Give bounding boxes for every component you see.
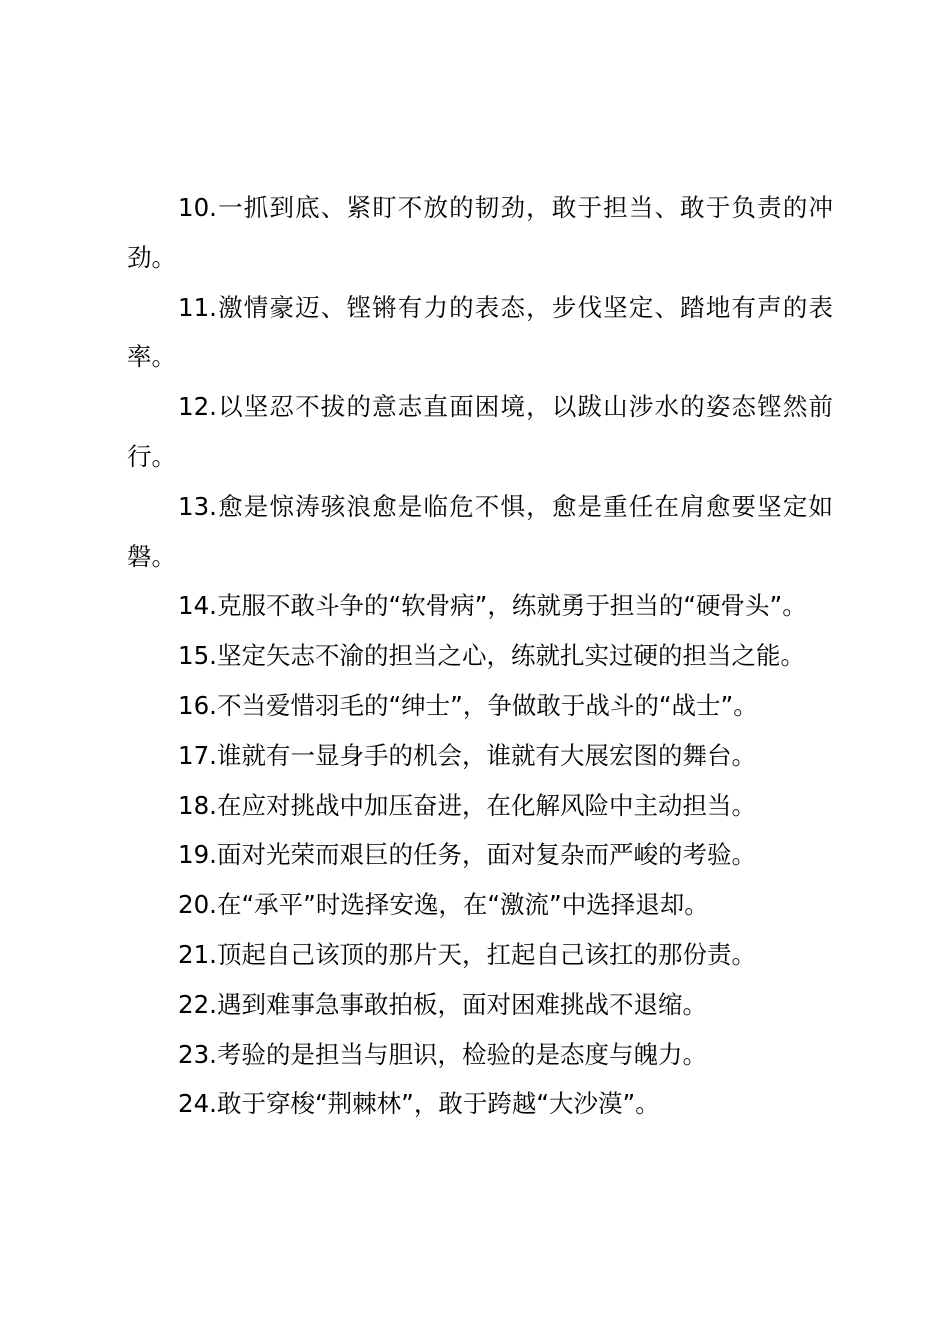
document-body	[127, 183, 833, 1129]
paragraph-item-22: 22.遇到难事急事敢拍板，面对困难挑战不退缩。	[178, 989, 707, 1019]
paragraph-item-11: 11.激情豪迈、铿锵有力的表态，步伐坚定、踏地有声的表率。	[127, 292, 833, 372]
paragraph-item-20: 20.在“承平”时选择安逸，在“激流”中选择退却。	[178, 890, 709, 920]
paragraph-item-14: 14.克服不敢斗争的“软骨病”，练就勇于担当的“硬骨头”。	[178, 591, 807, 621]
paragraph-item-13: 13.愈是惊涛骇浪愈是临危不惧，愈是重任在肩愈要坚定如磐。	[127, 491, 833, 571]
paragraph-item-17: 17.谁就有一显身手的机会，谁就有大展宏图的舞台。	[178, 740, 756, 770]
paragraph-item-16: 16.不当爱惜羽毛的“绅士”，争做敢于战斗的“战士”。	[178, 690, 758, 720]
paragraph-item-10: 10.一抓到底、紧盯不放的韧劲，敢于担当、敢于负责的冲劲。	[127, 193, 833, 272]
paragraph-item-19: 19.面对光荣而艰巨的任务，面对复杂而严峻的考验。	[178, 840, 756, 870]
paragraph-item-18: 18.在应对挑战中加压奋进，在化解风险中主动担当。	[178, 790, 756, 820]
paragraph-item-24: 24.敢于穿梭“荆棘林”，敢于跨越“大沙漠”。	[178, 1089, 660, 1119]
paragraph-item-12: 12.以坚忍不拔的意志直面困境，以跋山涉水的姿态铿然前行。	[127, 392, 833, 471]
paragraph-item-23: 23.考验的是担当与胆识，检验的是态度与魄力。	[178, 1039, 707, 1069]
paragraph-item-21: 21.顶起自己该顶的那片天，扛起自己该扛的那份责。	[178, 939, 756, 969]
paragraph-item-15: 15.坚定矢志不渝的担当之心，练就扎实过硬的担当之能。	[178, 641, 805, 671]
